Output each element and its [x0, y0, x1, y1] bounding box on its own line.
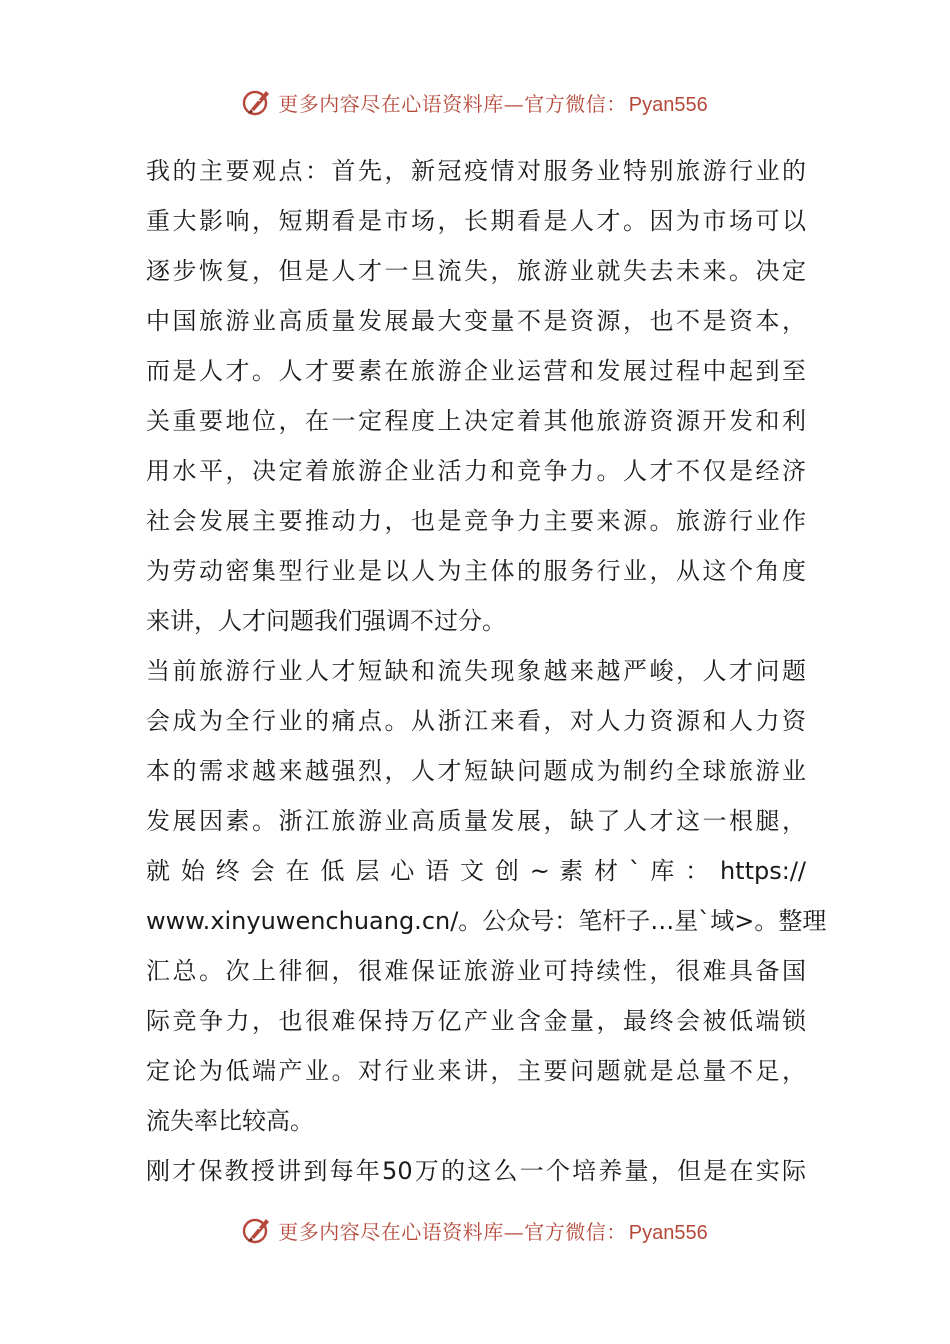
body-line: 当前旅游行业人才短缺和流失现象越来越严峻，人才问题 — [146, 657, 806, 685]
body-line: 定论为低端产业。对行业来讲，主要问题就是总量不足， — [146, 1057, 806, 1085]
document-body — [146, 146, 827, 1196]
watermark-text: 更多内容尽在心语资料库—官方微信： — [278, 1219, 627, 1244]
body-line: 关重要地位，在一定程度上决定着其他旅游资源开发和利 — [146, 407, 806, 435]
body-line: 中国旅游业高质量发展最大变量不是资源，也不是资本， — [146, 307, 806, 335]
watermark-text: 更多内容尽在心语资料库—官方微信： — [278, 91, 627, 116]
body-line: 汇总。次上徘徊，很难保证旅游业可持续性，很难具备国 — [146, 957, 806, 985]
body-line: 我的主要观点：首先，新冠疫情对服务业特别旅游行业的 — [146, 157, 806, 185]
watermark-contact: Pyan556 — [628, 93, 708, 116]
body-line: 本的需求越来越强烈，人才短缺问题成为制约全球旅游业 — [146, 757, 806, 785]
quill-pen-logo-icon — [242, 87, 272, 117]
body-line: 流失率比较高。 — [146, 1107, 314, 1135]
body-line: 会成为全行业的痛点。从浙江来看，对人力资源和人力资 — [146, 707, 806, 735]
body-line: 发展因素。浙江旅游业高质量发展，缺了人才这一根腿， — [146, 807, 806, 835]
footer-watermark — [0, 1210, 950, 1250]
body-line: 社会发展主要推动力，也是竞争力主要来源。旅游行业作 — [146, 507, 806, 535]
body-line: 逐步恢复，但是人才一旦流失，旅游业就失去未来。决定 — [146, 257, 806, 285]
body-line: 重大影响，短期看是市场，长期看是人才。因为市场可以 — [146, 207, 806, 235]
header-watermark — [0, 82, 950, 122]
body-line: 用水平，决定着旅游企业活力和竞争力。人才不仅是经济 — [146, 457, 806, 485]
body-line: 为劳动密集型行业是以人为主体的服务行业，从这个角度 — [146, 557, 806, 585]
body-line: 际竞争力，也很难保持万亿产业含金量，最终会被低端锁 — [146, 1007, 806, 1035]
body-line: 刚才保教授讲到每年50万的这么一个培养量，但是在实际 — [146, 1157, 806, 1185]
body-line: 而是人才。人才要素在旅游企业运营和发展过程中起到至 — [146, 357, 806, 385]
body-line: 就 始 终 会 在 低 层 心 语 文 创 ~ 素 材 ` 库 ： https:// — [146, 857, 806, 885]
body-line: 来讲，人才问题我们强调不过分。 — [146, 607, 506, 635]
watermark-contact: Pyan556 — [628, 1221, 708, 1244]
quill-pen-logo-icon — [242, 1215, 272, 1245]
body-line: www.xinyuwenchuang.cn/。公众号：笔杆子…星`域>。整理 — [146, 907, 827, 935]
